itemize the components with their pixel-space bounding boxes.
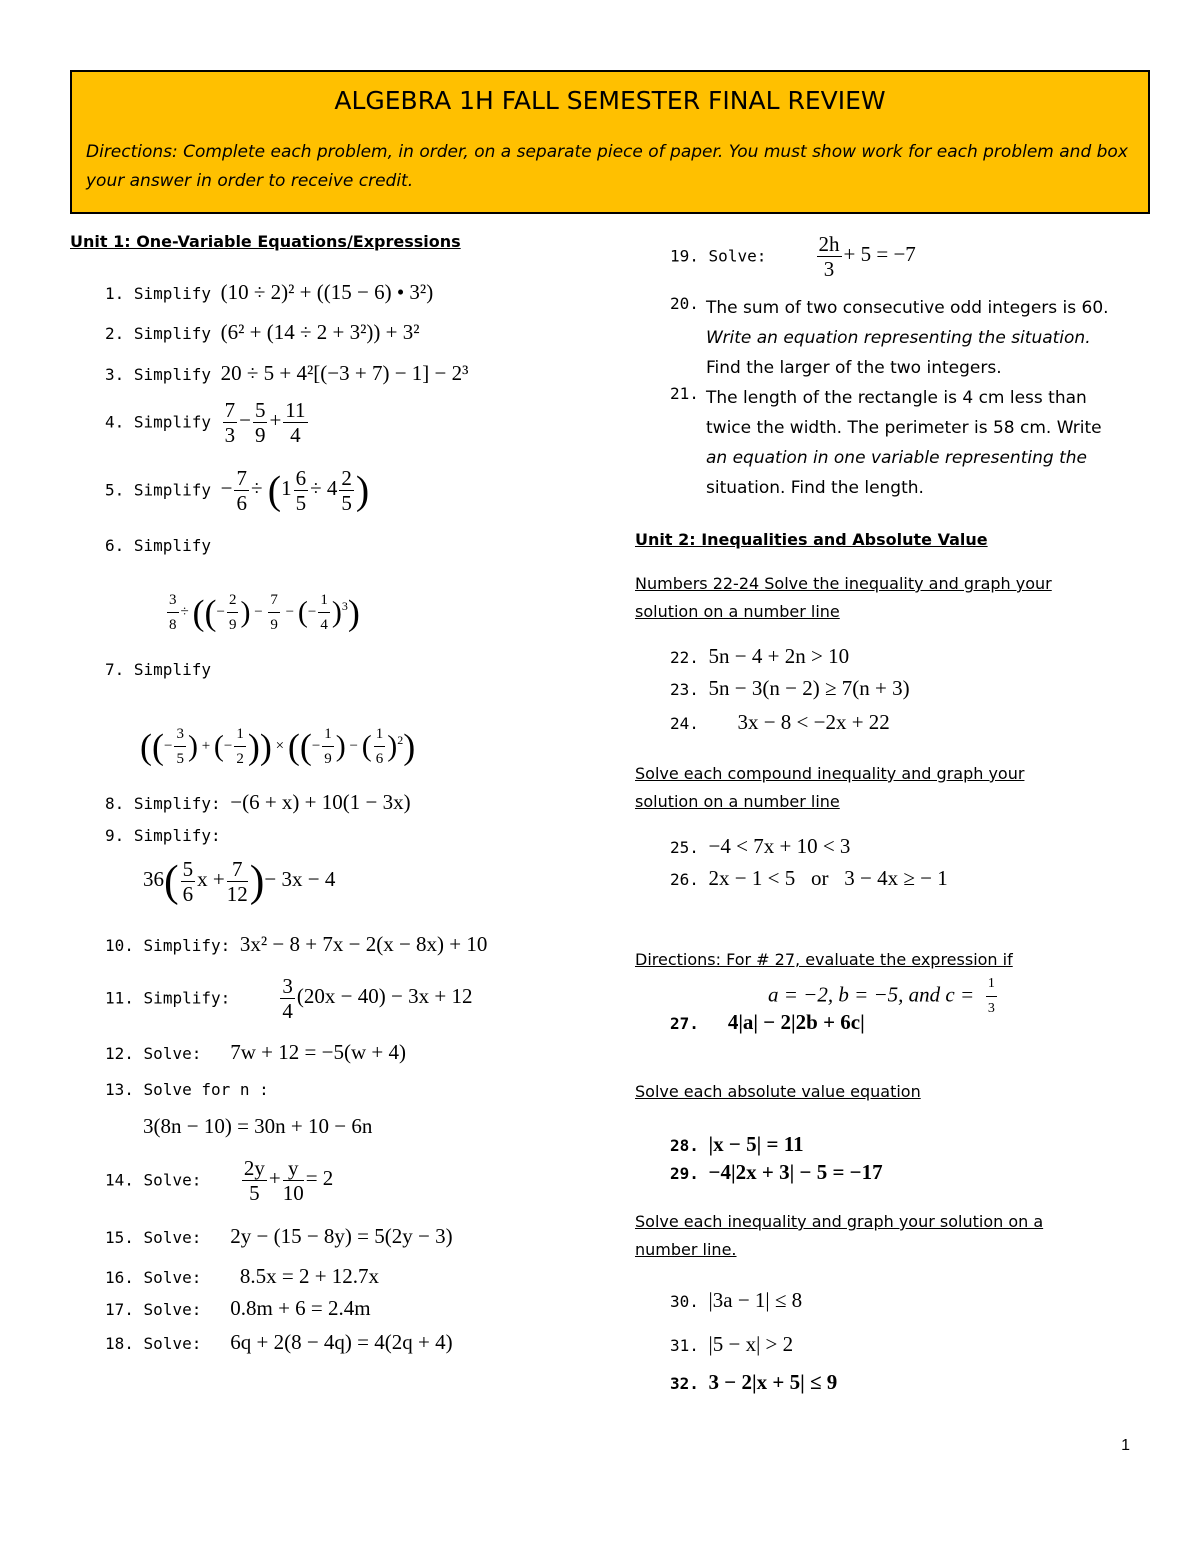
compound-directions-1: Solve each compound inequality and graph your [635,764,1025,783]
compound-directions-2: solution on a number line [635,792,840,811]
problem-9: 9. Simplify: [105,826,221,845]
problem-9-expr: 36( $\frac{5}{6}$ x + $\frac{7}{12}$ )− 3x − 4 [143,857,336,906]
problem-32: 32. 3 − 2|x + 5| ≤ 9 [670,1370,838,1394]
problem-11: 11. Simplify: $\frac{3}{4}$ (20x − 40) − 3x + 12 [105,974,473,1023]
problem-18: 18. Solve: 6q + 2(8 − 4q) = 4(2q + 4) [105,1330,453,1354]
problem-13: 13. Solve for n : [105,1080,269,1099]
problem-30: 30. |3a − 1| ≤ 8 [670,1288,803,1312]
problem-17-expr: 0.8m + 6 = 2.4m [230,1296,371,1320]
problem-25: 25. −4 < 7x + 10 < 3 [670,834,851,858]
problem-26: 26. 2x − 1 < 5 or 3 − 4x ≥ − 1 [670,866,948,890]
problem-12-expr: 7w + 12 = −5(w + 4) [230,1040,406,1064]
problem-12: 12. Solve: 7w + 12 = −5(w + 4) [105,1040,406,1064]
problem-23: 23. 5n − 3(n − 2) ≥ 7(n + 3) [670,676,910,700]
absolute-value-directions: Solve each absolute value equation [635,1082,921,1101]
problem-10-expr: 3x² − 8 + 7x − 2(x − 8x) + 10 [239,932,488,956]
problem-13-expr: 3(8n − 10) = 30n + 10 − 6n [143,1114,373,1138]
page-title: ALGEBRA 1H FALL SEMESTER FINAL REVIEW [334,86,886,115]
problem-2: 2. Simplify (6² + (14 ÷ 2 + 3²)) + 3² [105,320,420,344]
problem-2-expr: (6² + (14 ÷ 2 + 3²)) + 3² [220,320,420,344]
inequality-directions-2: solution on a number line [635,602,840,621]
problem-20-text: The sum of two consecutive odd integers is 60. Write an equation representing the situation. Find the larger of the two integers. [706,298,1109,378]
problem-21: 21. [670,384,699,403]
problem-1: 1. Simplify (10 ÷ 2)² + ((15 − 6) • 3²) [105,280,434,304]
problem-11-expr: (20x − 40) − 3x + 12 [296,984,473,1009]
problem-18-expr: 6q + 2(8 − 4q) = 4(2q + 4) [230,1330,453,1354]
problem-10: 10. Simplify: 3x² − 8 + 7x − 2(x − 8x) + 10 [105,932,488,956]
unit1-heading: Unit 1: One-Variable Equations/Expressions [70,232,461,251]
problem-1-expr: (10 ÷ 2)² + ((15 − 6) • 3²) [220,280,434,304]
evaluate-values: a = −2, b = −5, and c = $\frac{1}{3}$ [768,972,999,1021]
problem-29: 29. −4|2x + 3| − 5 = −17 [670,1160,883,1184]
abs-inequality-directions-2: number line. [635,1240,737,1259]
problem-17: 17. Solve: 0.8m + 6 = 2.4m [105,1296,371,1320]
problem-7: 7. Simplify [105,660,211,679]
problem-6-expr: $\frac{3}{8}$ ÷ ((− $\frac{2}{9}$ ) − $\frac{7}{9}$ − (− $\frac{1}{4}$ )$^3$) [165,588,360,637]
problem-27: 27. 4|a| − 2|2b + 6c| [670,1010,865,1034]
problem-4: 4. Simplify $\frac{7}{3}$ − $\frac{5}{9}$ + $\frac{11}{4}$ [105,398,306,447]
problem-19-expr: + 5 = −7 [843,242,916,267]
problem-8: 8. Simplify: −(6 + x) + 10(1 − 3x) [105,790,411,814]
problem-15: 15. Solve: 2y − (15 − 8y) = 5(2y − 3) [105,1224,453,1248]
problem-22: 22. 5n − 4 + 2n > 10 [670,644,850,668]
problem-16: 16. Solve: 8.5x = 2 + 12.7x [105,1264,380,1288]
evaluate-directions: Directions: For # 27, evaluate the expression if [635,950,1013,969]
unit2-heading: Unit 2: Inequalities and Absolute Value [635,530,988,549]
problem-24: 24. 3x − 8 < −2x + 22 [670,710,890,734]
problem-7-expr: ((− $\frac{3}{5}$ ) + (− $\frac{1}{2}$ )) × ((− $\frac{1}{9}$ ) − ( $\frac{1}{6}$ )$^2$) [140,722,415,771]
abs-inequality-directions-1: Solve each inequality and graph your solution on a [635,1212,1044,1231]
problem-16-expr: 8.5x = 2 + 12.7x [239,1264,380,1288]
problem-21-text: The length of the rectangle is 4 cm less than twice the width. The perimeter is 58 cm. Write an equation in one variable representing the situation. Find the length. [706,388,1102,498]
problem-8-expr: −(6 + x) + 10(1 − 3x) [230,790,411,814]
problem-3-expr: 20 ÷ 5 + 4²[(−3 + 7) − 1] − 2³ [220,361,469,385]
header-banner [70,70,1150,214]
inequality-directions-1: Numbers 22-24 Solve the inequality and graph your [635,574,1052,593]
problem-15-expr: 2y − (15 − 8y) = 5(2y − 3) [230,1224,453,1248]
problem-31: 31. |5 − x| > 2 [670,1332,794,1356]
directions-text: Directions: Complete each problem, in order, on a separate piece of paper. You must show work for each problem and box your answer in order to receive credit. [86,142,1128,191]
problem-5: 5. Simplify − $\frac{7}{6}$ ÷ (1 $\frac{6}{5}$ ÷ 4 $\frac{2}{5}$ ) [105,466,370,515]
problem-6: 6. Simplify [105,536,211,555]
problem-20: 20. [670,294,699,313]
page-number: 1 [1121,1437,1130,1454]
problem-3: 3. Simplify 20 ÷ 5 + 4²[(−3 + 7) − 1] − 2³ [105,361,469,385]
problem-19: 19. Solve: $\frac{2h}{3}$ + 5 = −7 [670,232,916,281]
problem-14: 14. Solve: $\frac{2y}{5}$ + $\frac{y}{10}$ = 2 [105,1156,334,1205]
problem-28: 28. |x − 5| = 11 [670,1132,804,1156]
